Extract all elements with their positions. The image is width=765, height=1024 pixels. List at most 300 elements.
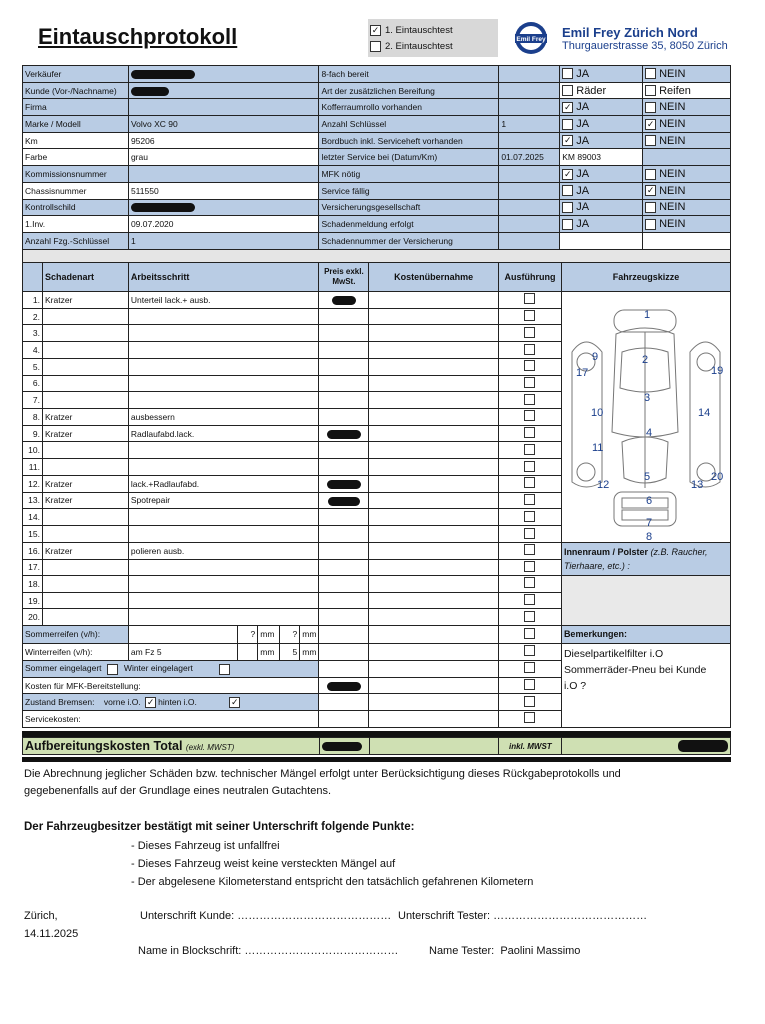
kosten-cell[interactable] — [369, 392, 499, 409]
ausfuehrung-cell[interactable] — [499, 559, 562, 576]
ja-checkbox[interactable] — [562, 119, 573, 130]
ausfuehrung-checkbox[interactable] — [524, 410, 535, 421]
row-number: 1. — [23, 292, 43, 309]
ausfuehrung-cell[interactable] — [499, 425, 562, 442]
arbeitsschritt-cell[interactable]: ausbessern — [128, 409, 319, 426]
eingelagert-cell[interactable] — [23, 661, 319, 678]
nein-label: NEIN — [659, 218, 686, 231]
vehicle-sketch — [561, 292, 730, 543]
ja-option[interactable] — [560, 132, 643, 149]
confirm-list — [131, 837, 533, 891]
kosten-cell[interactable] — [369, 543, 499, 560]
arbeitsschritt-cell[interactable] — [128, 325, 319, 342]
kosten-cell[interactable] — [369, 292, 499, 309]
preis-cell[interactable] — [319, 576, 369, 593]
info-value[interactable] — [128, 182, 319, 199]
nein-option[interactable] — [643, 132, 731, 149]
kosten-cell[interactable] — [369, 509, 499, 526]
redaction — [328, 497, 360, 506]
info-right-mid — [499, 232, 560, 249]
ja-option[interactable] — [560, 66, 643, 83]
test1-checkbox[interactable]: ✓ — [371, 24, 380, 35]
ausfuehrung-checkbox[interactable] — [524, 427, 535, 438]
sommer-h[interactable]: ? — [280, 626, 300, 643]
damage-row — [23, 543, 731, 560]
ja-label: JA — [576, 134, 590, 147]
sketch-number: 14 — [697, 407, 711, 419]
kosten-cell[interactable] — [369, 677, 499, 694]
ausfuehrung-cell[interactable] — [499, 392, 562, 409]
info-row — [23, 232, 731, 249]
row-number: 13. — [23, 492, 43, 509]
ausfuehrung-cell[interactable] — [499, 492, 562, 509]
schadenart-cell[interactable] — [42, 442, 128, 459]
preis-cell[interactable] — [319, 459, 369, 476]
signature-customer-field[interactable]: Unterschrift Kunde: …………………………………… — [140, 910, 392, 922]
nein-option[interactable] — [643, 99, 731, 116]
preis-cell[interactable] — [319, 292, 369, 309]
nein-checkbox[interactable]: ✓ — [646, 185, 655, 196]
schadenart-cell[interactable]: Kratzer — [42, 475, 128, 492]
row-number: 6. — [23, 375, 43, 392]
ausfuehrung-cell[interactable] — [499, 643, 562, 661]
preis-cell[interactable] — [319, 358, 369, 375]
sommer-v[interactable]: ? — [238, 626, 258, 643]
ausfuehrung-cell[interactable] — [499, 710, 562, 727]
preis-cell[interactable] — [319, 625, 369, 643]
arbeitsschritt-cell[interactable] — [128, 442, 319, 459]
interior-cell[interactable] — [561, 543, 730, 576]
winter-note[interactable]: am Fz 5 — [129, 644, 238, 661]
bremsen-vorne-label: vorne i.O. — [103, 696, 141, 707]
ausfuehrung-checkbox[interactable] — [524, 577, 535, 588]
redaction — [131, 70, 195, 79]
kosten-cell[interactable] — [369, 559, 499, 576]
kosten-cell[interactable] — [369, 409, 499, 426]
preis-cell[interactable] — [319, 509, 369, 526]
arbeitsschritt-cell[interactable]: polieren ausb. — [128, 543, 319, 560]
remark-line: Sommerräder-Pneu bei Kunde — [563, 663, 707, 676]
info-value-text: 511550 — [130, 185, 159, 196]
nein-option[interactable] — [643, 182, 731, 199]
schadenart-cell[interactable]: Kratzer — [42, 292, 128, 309]
preis-cell[interactable] — [319, 492, 369, 509]
ausfuehrung-checkbox[interactable] — [524, 561, 535, 572]
nein-option[interactable] — [643, 166, 731, 183]
name-tester-label: Name Tester: — [429, 945, 495, 957]
info-label: 1.Inv. — [23, 216, 129, 233]
info-label: Km — [23, 132, 129, 149]
preis-cell[interactable] — [319, 710, 369, 727]
nein-option[interactable] — [643, 116, 731, 133]
preis-cell[interactable] — [319, 342, 369, 359]
interior-note: (z.B. Raucher, Tierhaare, etc.) : — [563, 547, 708, 571]
arbeitsschritt-cell[interactable] — [128, 576, 319, 593]
info-row — [23, 216, 731, 233]
arbeitsschritt-cell[interactable] — [128, 358, 319, 375]
ausfuehrung-checkbox[interactable] — [524, 394, 535, 405]
ausfuehrung-cell[interactable] — [499, 661, 562, 678]
ausfuehrung-checkbox[interactable] — [524, 327, 535, 338]
nein-option[interactable] — [643, 66, 731, 83]
schadenart-cell[interactable] — [42, 576, 128, 593]
ja-option[interactable] — [560, 182, 643, 199]
test1-label: 1. Eintauschtest — [385, 24, 453, 36]
info-value[interactable] — [128, 149, 319, 166]
ausfuehrung-checkbox[interactable] — [524, 293, 535, 304]
remarks-label: Bemerkungen: — [561, 625, 730, 643]
name-tester-value: Paolini Massimo — [500, 945, 581, 957]
remarks-text[interactable] — [561, 643, 730, 727]
ausfuehrung-cell[interactable] — [499, 442, 562, 459]
arbeitsschritt-cell[interactable] — [128, 459, 319, 476]
info-right-label: Art der zusätzlichen Bereifung — [319, 82, 499, 99]
preis-cell[interactable] — [319, 409, 369, 426]
signature-tester-field[interactable]: Unterschrift Tester: …………………………………… — [398, 910, 648, 922]
schadenart-cell[interactable] — [42, 559, 128, 576]
winter-eingelagert-label: Winter eingelagert — [123, 663, 193, 674]
kosten-cell[interactable] — [369, 475, 499, 492]
ausfuehrung-cell[interactable] — [499, 409, 562, 426]
total-incl-value — [562, 738, 731, 755]
bremsen-hinten-checkbox[interactable]: ✓ — [230, 696, 239, 707]
info-value[interactable] — [128, 99, 319, 116]
arbeitsschritt-cell[interactable] — [128, 342, 319, 359]
remark-line: i.O ? — [563, 679, 587, 692]
info-value[interactable] — [128, 82, 319, 99]
info-value-text: 1 — [130, 235, 136, 246]
ja-checkbox[interactable] — [562, 68, 573, 79]
ausfuehrung-cell[interactable] — [499, 475, 562, 492]
schadenart-cell[interactable] — [42, 509, 128, 526]
preis-cell[interactable] — [319, 677, 369, 694]
ausfuehrung-checkbox[interactable] — [524, 310, 535, 321]
ja-label: JA — [576, 201, 590, 214]
info-right-label: Anzahl Schlüssel — [319, 116, 499, 133]
kosten-cell[interactable] — [369, 492, 499, 509]
preis-cell[interactable] — [319, 526, 369, 543]
ausfuehrung-checkbox[interactable] — [524, 645, 535, 656]
info-right-mid — [499, 166, 560, 183]
arbeitsschritt-cell[interactable] — [128, 375, 319, 392]
nein-checkbox[interactable] — [645, 102, 656, 113]
schadenart-cell[interactable]: Kratzer — [42, 543, 128, 560]
sketch-number: 11 — [591, 442, 604, 454]
row-number: 18. — [23, 576, 43, 593]
ausfuehrung-cell[interactable] — [499, 358, 562, 375]
preis-cell[interactable] — [319, 559, 369, 576]
sketch-number: 8 — [645, 531, 653, 540]
winter-h[interactable]: 5 — [280, 644, 300, 661]
kosten-cell[interactable] — [369, 358, 499, 375]
ausfuehrung-cell[interactable] — [499, 509, 562, 526]
sketch-number: 13 — [690, 479, 704, 491]
arbeitsschritt-cell[interactable] — [128, 609, 319, 626]
ja-option[interactable] — [560, 216, 643, 233]
sketch-number: 4 — [645, 427, 653, 439]
ja-checkbox[interactable] — [562, 185, 573, 196]
ja-checkbox[interactable] — [562, 202, 573, 213]
ja-option[interactable] — [560, 99, 643, 116]
arbeitsschritt-cell[interactable] — [128, 592, 319, 609]
kosten-cell[interactable] — [369, 325, 499, 342]
arbeitsschritt-cell[interactable]: Spotrepair — [128, 492, 319, 509]
ausfuehrung-cell[interactable] — [499, 694, 562, 711]
redaction — [131, 203, 195, 212]
interior-label: Innenraum / Polster — [563, 547, 648, 557]
preis-cell[interactable] — [319, 643, 369, 661]
nein-option[interactable] — [643, 216, 731, 233]
row-number: 2. — [23, 308, 43, 325]
kosten-cell[interactable] — [369, 459, 499, 476]
kosten-cell[interactable] — [369, 375, 499, 392]
company-info — [562, 25, 728, 52]
kosten-cell[interactable] — [369, 710, 499, 727]
ausfuehrung-checkbox[interactable] — [524, 611, 535, 622]
row-number: 19. — [23, 592, 43, 609]
ausfuehrung-checkbox[interactable] — [524, 544, 535, 555]
ausfuehrung-cell[interactable] — [499, 308, 562, 325]
col-preis: Preis exkl. MwSt. — [319, 263, 369, 292]
confirm-point: - Dieses Fahrzeug ist unfallfrei — [131, 840, 280, 852]
winterreifen-values[interactable] — [128, 643, 319, 661]
info-row — [23, 132, 731, 149]
ausfuehrung-cell[interactable] — [499, 459, 562, 476]
kosten-cell[interactable] — [369, 592, 499, 609]
info-value[interactable] — [128, 66, 319, 83]
sommer-eingelagert-checkbox[interactable] — [107, 664, 118, 675]
kosten-cell[interactable] — [369, 526, 499, 543]
nein-checkbox[interactable] — [645, 68, 656, 79]
ja-option[interactable] — [560, 199, 643, 216]
ausfuehrung-checkbox[interactable] — [524, 444, 535, 455]
winterreifen-row — [23, 643, 731, 661]
row-number: 14. — [23, 509, 43, 526]
info-value[interactable] — [128, 199, 319, 216]
col-arbeitsschritt: Arbeitsschritt — [128, 263, 319, 292]
sketch-number: 2 — [641, 354, 649, 366]
sketch-number: 12 — [596, 479, 610, 491]
schadenart-cell[interactable] — [42, 526, 128, 543]
ausfuehrung-checkbox[interactable] — [524, 377, 535, 388]
preis-cell[interactable] — [319, 475, 369, 492]
schadenart-cell[interactable] — [42, 609, 128, 626]
ausfuehrung-cell[interactable] — [499, 576, 562, 593]
info-row — [23, 149, 731, 166]
info-value[interactable] — [128, 232, 319, 249]
nein-checkbox[interactable]: ✓ — [646, 118, 655, 129]
ja-checkbox[interactable] — [562, 219, 573, 230]
info-right-label: Versicherungsgesellschaft — [319, 199, 499, 216]
sommer-eingelagert-label: Sommer eingelagert — [25, 663, 102, 674]
service-km: KM 89003 — [560, 149, 643, 166]
nein-checkbox[interactable] — [645, 135, 656, 146]
kosten-cell[interactable] — [369, 342, 499, 359]
arbeitsschritt-cell[interactable]: Unterteil lack.+ ausb. — [128, 292, 319, 309]
ausfuehrung-checkbox[interactable] — [524, 477, 535, 488]
ausfuehrung-checkbox[interactable] — [524, 662, 535, 673]
col-ausfuehrung: Ausführung — [499, 263, 562, 292]
ja-label: JA — [576, 184, 590, 197]
raeder-checkbox[interactable] — [562, 85, 573, 96]
name-block-field[interactable]: Name in Blockschrift: …………………………………… — [138, 945, 399, 957]
sketch-number: 6 — [645, 495, 653, 507]
arbeitsschritt-cell[interactable] — [128, 526, 319, 543]
row-number: 4. — [23, 342, 43, 359]
option-raeder[interactable] — [560, 82, 643, 99]
kosten-cell[interactable] — [369, 442, 499, 459]
winter-eingelagert-checkbox[interactable] — [219, 664, 230, 675]
ausfuehrung-checkbox[interactable] — [524, 594, 535, 605]
info-value[interactable] — [128, 216, 319, 233]
ausfuehrung-checkbox[interactable] — [524, 344, 535, 355]
schadenart-cell[interactable] — [42, 308, 128, 325]
test2-label: 2. Eintauschtest — [385, 40, 453, 52]
kosten-cell[interactable] — [369, 661, 499, 678]
total-note: (exkl. MWST) — [185, 743, 235, 752]
info-right-label: Schadenmeldung erfolgt — [319, 216, 499, 233]
arbeitsschritt-cell[interactable] — [128, 392, 319, 409]
ausfuehrung-checkbox[interactable] — [524, 360, 535, 371]
company-logo — [511, 20, 551, 56]
ausfuehrung-checkbox[interactable] — [524, 528, 535, 539]
row-number: 8. — [23, 409, 43, 426]
total-label — [23, 738, 320, 755]
preis-cell[interactable] — [319, 609, 369, 626]
preis-cell[interactable] — [319, 543, 369, 560]
arbeitsschritt-cell[interactable]: Radlaufabd.lack. — [128, 425, 319, 442]
kosten-cell[interactable] — [369, 625, 499, 643]
info-value[interactable] — [128, 166, 319, 183]
schadenart-cell[interactable] — [42, 375, 128, 392]
preis-cell[interactable] — [319, 375, 369, 392]
ausfuehrung-cell[interactable] — [499, 526, 562, 543]
preis-cell[interactable] — [319, 425, 369, 442]
ausfuehrung-cell[interactable] — [499, 592, 562, 609]
ja-option[interactable] — [560, 166, 643, 183]
confirm-point: - Der abgelesene Kilometerstand entspricht den tatsächlich gefahrenen Kilometern — [131, 876, 534, 888]
servicekosten-label: Servicekosten: — [23, 710, 319, 727]
row-number: 12. — [23, 475, 43, 492]
preis-cell[interactable] — [319, 325, 369, 342]
nein-label: NEIN — [659, 101, 686, 114]
ja-checkbox[interactable]: ✓ — [563, 135, 572, 146]
ja-option[interactable] — [560, 116, 643, 133]
ausfuehrung-cell[interactable] — [499, 325, 562, 342]
date: 14.11.2025 — [24, 928, 79, 940]
schadenart-cell[interactable] — [42, 592, 128, 609]
total-incl-label: inkl. MWST — [499, 738, 562, 755]
info-right-label: Kofferraumrollo vorhanden — [319, 99, 499, 116]
nein-option[interactable] — [643, 199, 731, 216]
kosten-cell[interactable] — [369, 576, 499, 593]
schadenart-cell[interactable]: Kratzer — [42, 492, 128, 509]
ausfuehrung-checkbox[interactable] — [524, 696, 535, 707]
bremsen-cell[interactable] — [23, 694, 319, 711]
ausfuehrung-checkbox[interactable] — [524, 461, 535, 472]
ausfuehrung-cell[interactable] — [499, 625, 562, 643]
info-value[interactable] — [128, 132, 319, 149]
row-number: 20. — [23, 609, 43, 626]
total-kosten-cell — [369, 738, 499, 755]
arbeitsschritt-cell[interactable] — [128, 308, 319, 325]
nein-checkbox[interactable] — [645, 219, 656, 230]
arbeitsschritt-cell[interactable] — [128, 559, 319, 576]
sketch-number: 5 — [643, 471, 651, 483]
schadenart-cell[interactable] — [42, 358, 128, 375]
preis-cell[interactable] — [319, 442, 369, 459]
kosten-cell[interactable] — [369, 643, 499, 661]
ja-label: JA — [576, 101, 590, 114]
schadenart-cell[interactable] — [42, 392, 128, 409]
ausfuehrung-checkbox[interactable] — [524, 494, 535, 505]
empty-cell[interactable] — [560, 232, 643, 249]
reifen-checkbox[interactable] — [645, 85, 656, 96]
option-reifen[interactable] — [643, 82, 731, 99]
kosten-cell[interactable] — [369, 694, 499, 711]
ausfuehrung-cell[interactable] — [499, 375, 562, 392]
ausfuehrung-checkbox[interactable] — [524, 679, 535, 690]
ausfuehrung-cell[interactable] — [499, 677, 562, 694]
schadenart-cell[interactable] — [42, 342, 128, 359]
kosten-cell[interactable] — [369, 308, 499, 325]
disclaimer — [24, 766, 621, 800]
nein-label: NEIN — [659, 67, 686, 80]
ausfuehrung-checkbox[interactable] — [524, 511, 535, 522]
info-value[interactable] — [128, 116, 319, 133]
test2-checkbox[interactable] — [370, 41, 381, 52]
row-number: 3. — [23, 325, 43, 342]
arbeitsschritt-cell[interactable]: lack.+Radlaufabd. — [128, 475, 319, 492]
ja-label: JA — [576, 117, 590, 130]
ausfuehrung-checkbox[interactable] — [524, 712, 535, 723]
redaction — [131, 87, 169, 96]
ausfuehrung-cell[interactable] — [499, 342, 562, 359]
preis-cell[interactable] — [319, 308, 369, 325]
preis-cell[interactable] — [319, 694, 369, 711]
kosten-cell[interactable] — [369, 425, 499, 442]
redaction — [332, 296, 356, 305]
kosten-cell[interactable] — [369, 609, 499, 626]
ausfuehrung-cell[interactable] — [499, 609, 562, 626]
bremsen-vorne-checkbox[interactable]: ✓ — [146, 696, 155, 707]
info-right-label: MFK nötig — [319, 166, 499, 183]
schadenart-cell[interactable]: Kratzer — [42, 409, 128, 426]
ausfuehrung-checkbox[interactable] — [524, 628, 535, 639]
nein-checkbox[interactable] — [645, 169, 656, 180]
info-value-text: Volvo XC 90 — [130, 118, 178, 129]
interior-notes[interactable] — [561, 576, 730, 626]
confirm-title: Der Fahrzeugbesitzer bestätigt mit seiner Unterschrift folgende Punkte: — [24, 821, 415, 833]
ausfuehrung-cell[interactable] — [499, 292, 562, 309]
preis-cell[interactable] — [319, 392, 369, 409]
bremsen-label: Zustand Bremsen: — [25, 696, 95, 707]
empty-cell[interactable] — [643, 232, 731, 249]
sommerreifen-values[interactable] — [128, 625, 319, 643]
car-sketch — [562, 292, 730, 540]
ja-checkbox[interactable]: ✓ — [563, 168, 572, 179]
schadenart-cell[interactable] — [42, 325, 128, 342]
preis-cell[interactable] — [319, 661, 369, 678]
arbeitsschritt-cell[interactable] — [128, 509, 319, 526]
info-value-text: 95206 — [130, 135, 155, 146]
schadenart-cell[interactable] — [42, 459, 128, 476]
ausfuehrung-cell[interactable] — [499, 543, 562, 560]
schadenart-cell[interactable]: Kratzer — [42, 425, 128, 442]
nein-checkbox[interactable] — [645, 202, 656, 213]
preis-cell[interactable] — [319, 592, 369, 609]
ja-checkbox[interactable]: ✓ — [563, 101, 572, 112]
